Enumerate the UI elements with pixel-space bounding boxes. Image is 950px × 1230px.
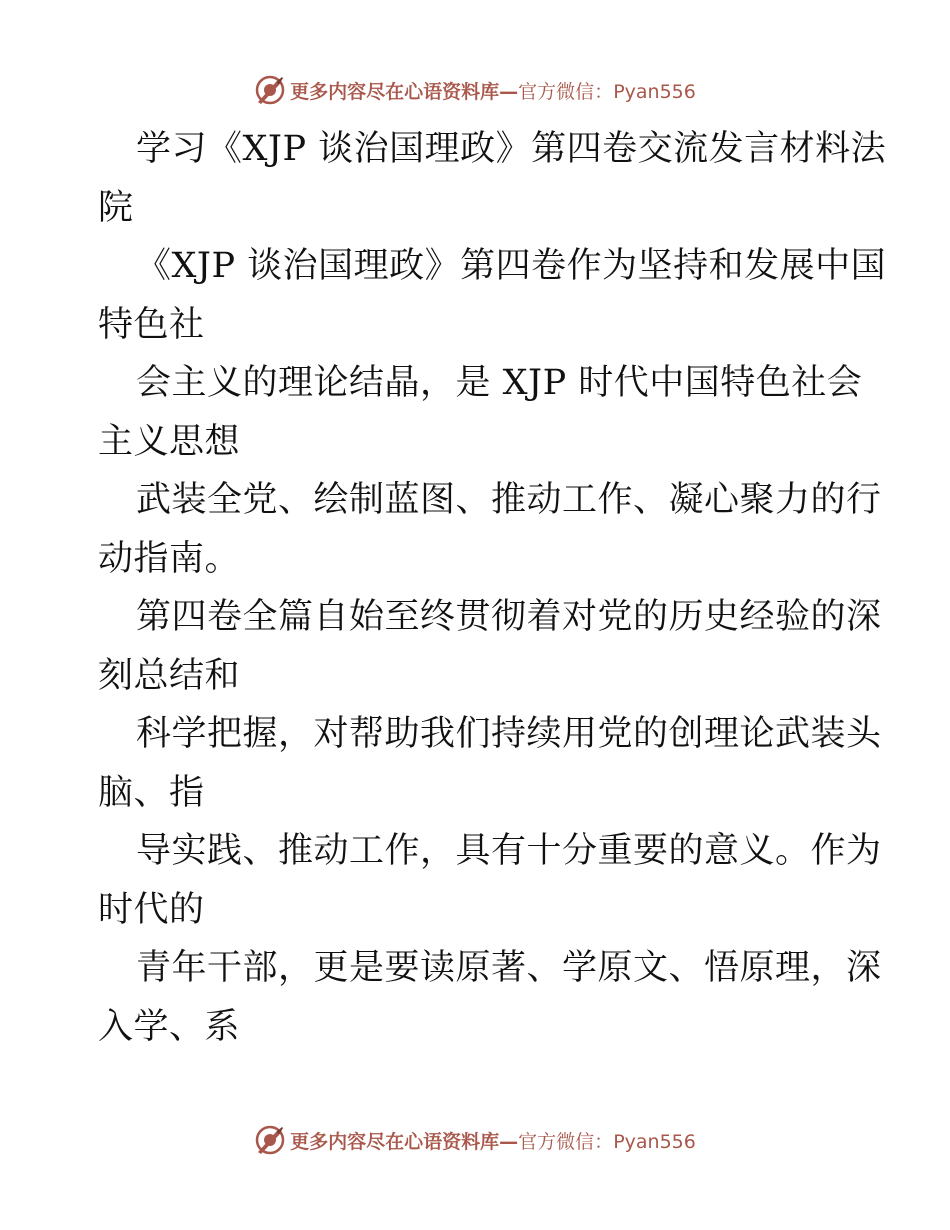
text-line: 第四卷全篇自始至终贯彻着对党的历史经验的深 <box>136 597 882 637</box>
text-line: 武装全党、绘制蓝图、推动工作、凝心聚力的行 <box>136 480 882 520</box>
text-line: 刻总结和 <box>98 655 241 696</box>
footer-banner <box>0 1120 950 1160</box>
banner-wechat-id: Pyan556 <box>613 80 696 103</box>
banner-wechat-label: 官方微信： <box>518 1130 614 1153</box>
text-line: 《XJP 谈治国理政》第四卷作为坚持和发展中国 <box>136 246 887 286</box>
text-line: 入学、系 <box>98 1006 241 1047</box>
text-line: 特色社 <box>98 304 205 345</box>
banner-wechat-label: 官方微信： <box>518 80 614 103</box>
banner-site-text: 更多内容尽在心语资料库 <box>290 1130 500 1153</box>
text-line: 导实践、推动工作，具有十分重要的意义。作为 <box>136 831 882 871</box>
text-line: 时代的 <box>98 889 205 930</box>
text-line: 主义思想 <box>98 421 241 462</box>
quill-seal-logo <box>254 74 286 106</box>
text-line: 脑、指 <box>98 772 205 813</box>
banner-dash: — <box>499 1130 519 1153</box>
header-banner <box>0 70 950 110</box>
banner-wechat-id: Pyan556 <box>613 1130 696 1153</box>
text-line: 青年干部，更是要读原著、学原文、悟原理，深 <box>136 948 882 988</box>
text-line: 科学把握，对帮助我们持续用党的创理论武装头 <box>136 714 882 754</box>
banner-dash: — <box>499 80 519 103</box>
text-line: 会主义的理论结晶，是 XJP 时代中国特色社会 <box>136 363 863 403</box>
document-body <box>98 120 887 1056</box>
text-line: 学习《XJP 谈治国理政》第四卷交流发言材料法 <box>136 129 887 169</box>
text-line: 院 <box>98 187 134 228</box>
banner-site-text: 更多内容尽在心语资料库 <box>290 80 500 103</box>
quill-seal-logo <box>254 1124 286 1156</box>
text-line: 动指南。 <box>98 538 241 579</box>
